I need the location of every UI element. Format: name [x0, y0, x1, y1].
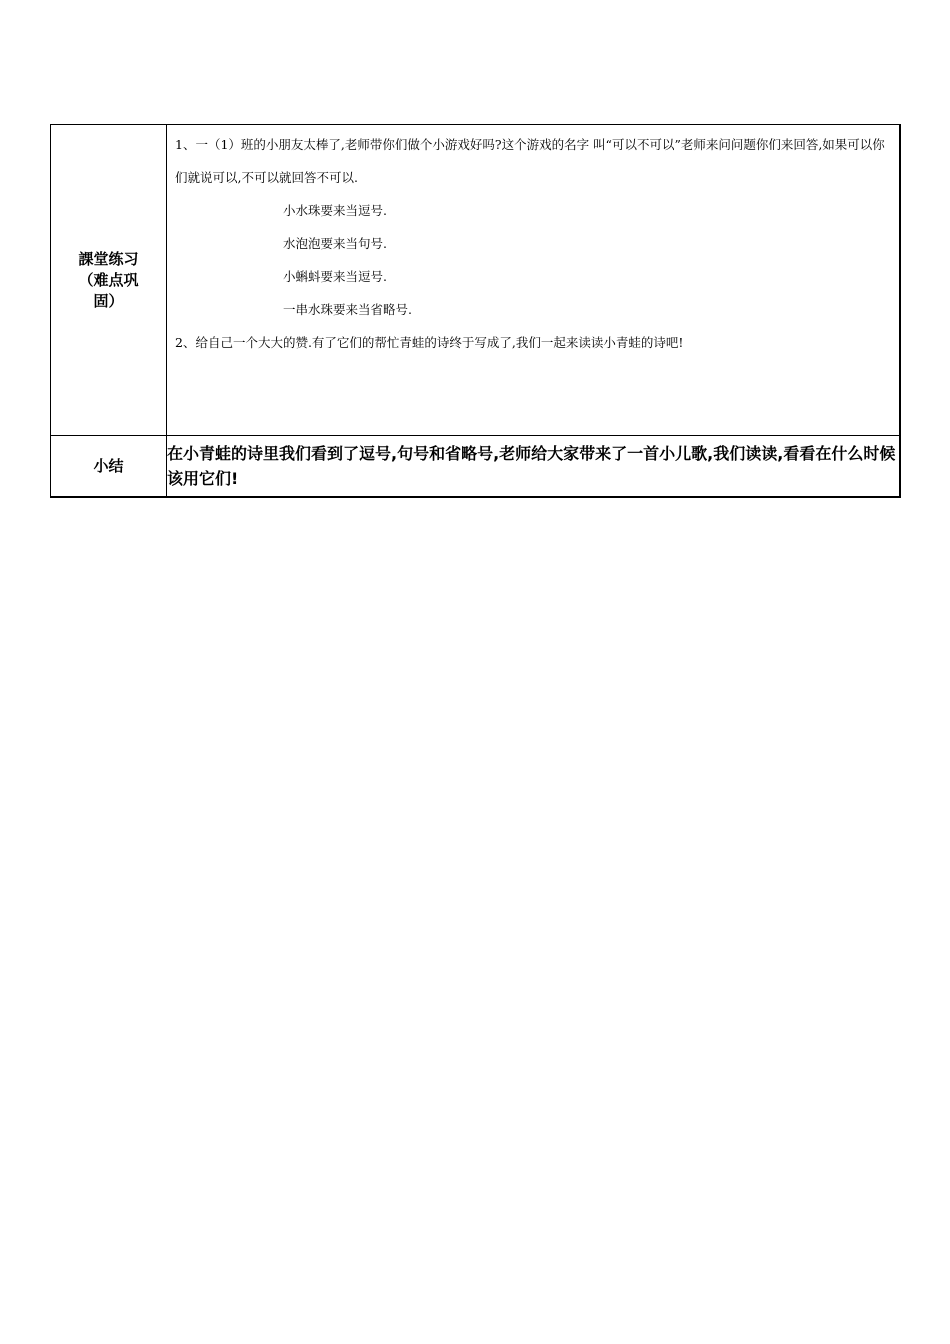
- practice-row: [51, 125, 900, 436]
- practice-label-cell: [51, 125, 167, 436]
- practice-label: [67, 249, 151, 312]
- game-line: 小蝌蚪要来当逗号.: [283, 269, 387, 284]
- game-line: 小水珠要来当逗号.: [283, 203, 387, 218]
- practice-item-2: 2、给自己一个大大的赞.有了它们的帮忙青蛙的诗终于写成了,我们一起来读读小青蛙的诗吧!: [175, 335, 684, 350]
- summary-label-cell: [51, 436, 167, 498]
- practice-label-line3: 固）: [93, 291, 124, 310]
- practice-label-line2: （难点巩: [78, 270, 139, 289]
- game-line: 一串水珠要来当省略号.: [283, 302, 412, 317]
- practice-item-1: 1、一（1）班的小朋友太棒了,老师带你们做个小游戏好吗?这个游戏的名字 叫“可以不可以”老师来问问题你们来回答,如果可以你们就说可以,不可以就回答不可以.: [175, 137, 885, 185]
- summary-text: 在小青蛙的诗里我们看到了逗号,句号和省略号,老师给大家带来了一首小儿歌,我们读读,看看在什么时候该用它们!: [167, 444, 896, 488]
- summary-content-cell: [167, 436, 900, 498]
- summary-row: [51, 436, 900, 498]
- lesson-plan-table: [50, 124, 901, 498]
- game-line: 水泡泡要来当句号.: [283, 236, 387, 251]
- practice-label-line1: 課堂练习: [78, 249, 139, 268]
- summary-label: 小结: [93, 456, 124, 475]
- practice-content-cell: [167, 125, 900, 436]
